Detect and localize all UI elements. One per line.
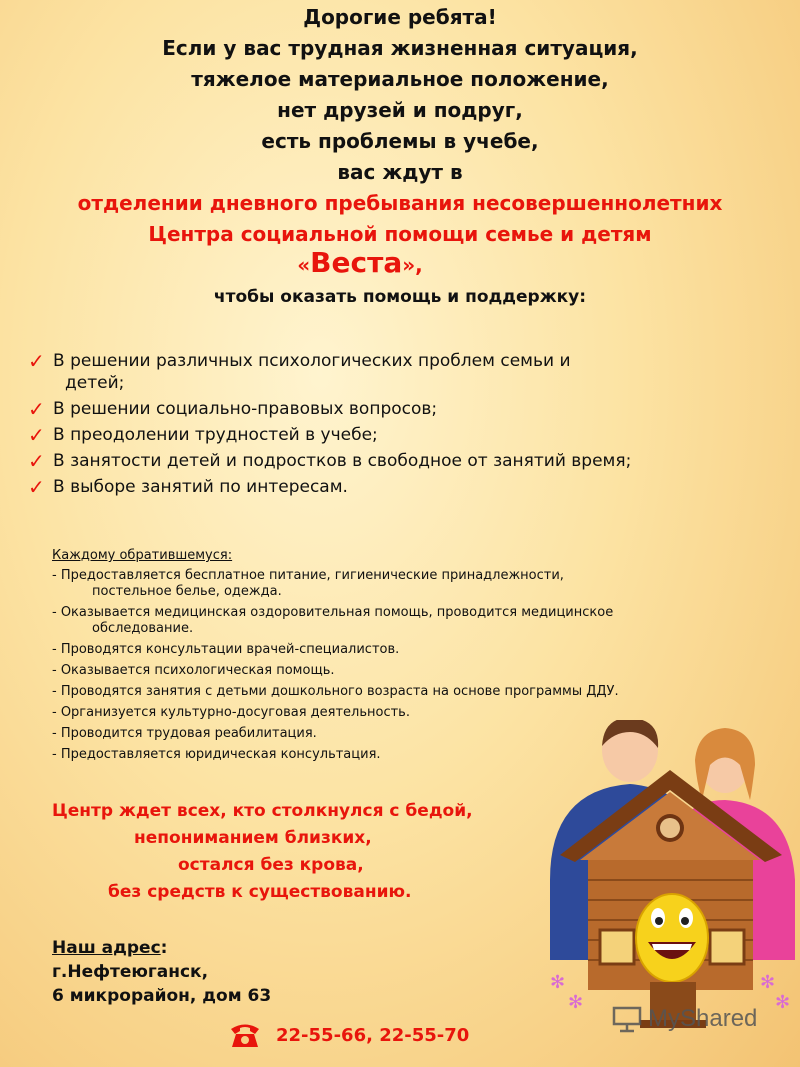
service-item-text: - Оказывается медицинская оздоровительная помощь, проводится медицинское [52,605,614,620]
list-item-text: В выборе занятий по интересам. [53,477,348,497]
heading-line-center: Центра социальной помощи семье и детям [148,222,652,246]
service-item: - Проводится трудовая реабилитация. [52,726,317,741]
checkmark-icon: ✓ [28,475,45,499]
myshared-watermark [612,1005,757,1033]
list-item [28,450,788,472]
presentation-icon [612,1005,642,1033]
service-item: - Оказывается психологическая помощь. [52,663,335,678]
vesta-title [0,246,800,279]
heading-line-waiting: вас ждут в [337,160,463,184]
service-item: - Предоставляется юридическая консультация. [52,747,381,762]
list-item [28,424,788,446]
phone-block [228,1020,469,1050]
checkmark-icon: ✓ [28,397,45,421]
vesta-close-quote: », [402,253,423,277]
svg-text:✻: ✻ [760,972,776,993]
heading-line-situation: Если у вас трудная жизненная ситуация, [162,36,638,60]
heading-line-greeting: Дорогие ребята! [303,5,497,29]
address-header: Наш адрес [52,938,161,958]
center-waits-line: без средств к существованию. [108,882,412,902]
service-item: - Проводятся консультации врачей-специалистов. [52,642,400,657]
service-item-continuation: обследование. [92,621,194,636]
list-item [28,398,788,420]
list-item [28,350,788,394]
address-city: г.Нефтеюганск, [52,962,209,982]
center-waits-block [52,798,572,906]
center-waits-line: Центр ждет всех, кто столкнулся с бедой, [52,801,473,821]
services-header: Каждому обратившемуся: [52,548,233,563]
heading-line-friends: нет друзей и подруг, [277,98,523,122]
address-colon: : [160,938,168,958]
list-item-text: В решении различных психологических проблем семьи и [53,351,571,371]
heading-block [0,2,800,310]
heading-line-study: есть проблемы в учебе, [261,129,539,153]
heading-line-department: отделении дневного пребывания несовершеннолетних [77,191,723,215]
list-item-text: В преодолении трудностей в учебе; [53,425,378,445]
checkmark-icon: ✓ [28,349,45,373]
service-item: - Организуется культурно-досуговая деятельность. [52,705,410,720]
svg-text:✻: ✻ [775,992,791,1013]
list-item-text: В решении социально-правовых вопросов; [53,399,438,419]
vesta-name: Веста [310,246,403,279]
heading-line-material: тяжелое материальное положение, [191,67,609,91]
checkmark-icon: ✓ [28,423,45,447]
help-checklist [28,350,788,502]
service-item [52,568,772,600]
service-item: - Проводятся занятия с детьми дошкольного возраста на основе программы ДДУ. [52,684,619,699]
center-waits-line: непониманием близких, [134,828,372,848]
checkmark-icon: ✓ [28,449,45,473]
svg-text:✻: ✻ [550,972,566,993]
list-item-text: В занятости детей и подростков в свободное от занятий время; [53,451,632,471]
service-item [52,605,772,637]
service-item-text: - Предоставляется бесплатное питание, гигиенические принадлежности, [52,568,564,583]
center-waits-line: остался без крова, [178,855,364,875]
address-street: 6 микрорайон, дом 63 [52,986,272,1006]
vesta-open-quote: « [297,253,311,277]
address-header-line [52,936,271,960]
address-block [52,936,271,1008]
svg-text:✻: ✻ [568,992,584,1013]
list-item [28,476,788,498]
list-item-continuation: детей; [65,373,125,393]
phone-numbers: 22-55-66, 22-55-70 [276,1024,470,1046]
phone-icon [228,1020,262,1050]
service-item-continuation: постельное белье, одежда. [92,584,282,599]
help-line: чтобы оказать помощь и поддержку: [213,287,587,307]
watermark-text: MyShared [648,1005,758,1032]
